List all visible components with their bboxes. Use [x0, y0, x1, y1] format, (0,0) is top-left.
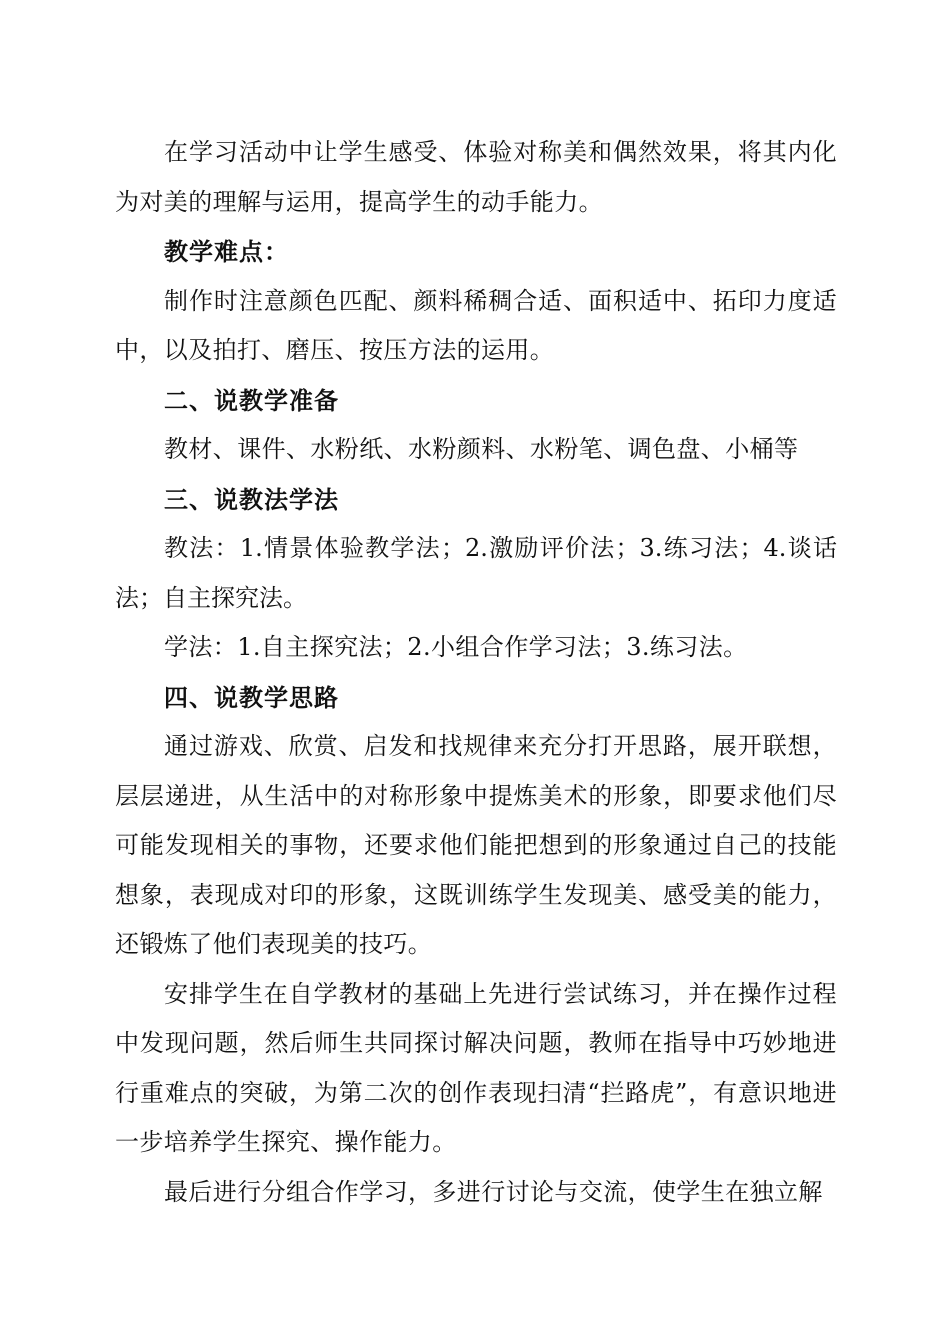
heading-teaching-approach: 四、说教学思路 [164, 682, 339, 712]
paragraph-approach-2: 安排学生在自学教材的基础上先进行尝试练习，并在操作过程中发现问题，然后师生共同探讨解决问题，教师在指导中巧妙地进行重难点的突破，为第二次的创作表现扫清“拦路虎”，有意识地进一步培养学生探究、操作能力。 [115, 979, 837, 1156]
heading-preparation: 二、说教学准备 [164, 385, 339, 415]
paragraph-learning-methods: 学法：1.自主探究法；2.小组合作学习法；3.练习法。 [164, 633, 748, 661]
paragraph-objective: 在学习活动中让学生感受、体验对称美和偶然效果，将其内化为对美的理解与运用，提高学生的动手能力。 [115, 138, 837, 216]
heading-methods: 三、说教法学法 [164, 484, 339, 514]
paragraph-preparation: 教材、课件、水粉纸、水粉颜料、水粉笔、调色盘、小桶等 [164, 435, 799, 463]
document-body [115, 128, 837, 1217]
heading-teaching-difficulty: 教学难点： [164, 237, 289, 266]
paragraph-difficulty: 制作时注意颜色匹配、颜料稀稠合适、面积适中、拓印力度适中，以及拍打、磨压、按压方法的运用。 [115, 286, 837, 364]
paragraph-teaching-methods: 教法：1.情景体验教学法；2.激励评价法；3.练习法；4.谈话法；自主探究法。 [115, 534, 837, 612]
paragraph-approach-1: 通过游戏、欣赏、启发和找规律来充分打开思路，展开联想，层层递进，从生活中的对称形象中提炼美术的形象，即要求他们尽可能发现相关的事物，还要求他们能把想到的形象通过自己的技能想象，表现成对印的形象，这既训练学生发现美、感受美的能力，还锻炼了他们表现美的技巧。 [115, 732, 837, 958]
paragraph-approach-3: 最后进行分组合作学习，多进行讨论与交流，使学生在独立解 [164, 1177, 823, 1206]
